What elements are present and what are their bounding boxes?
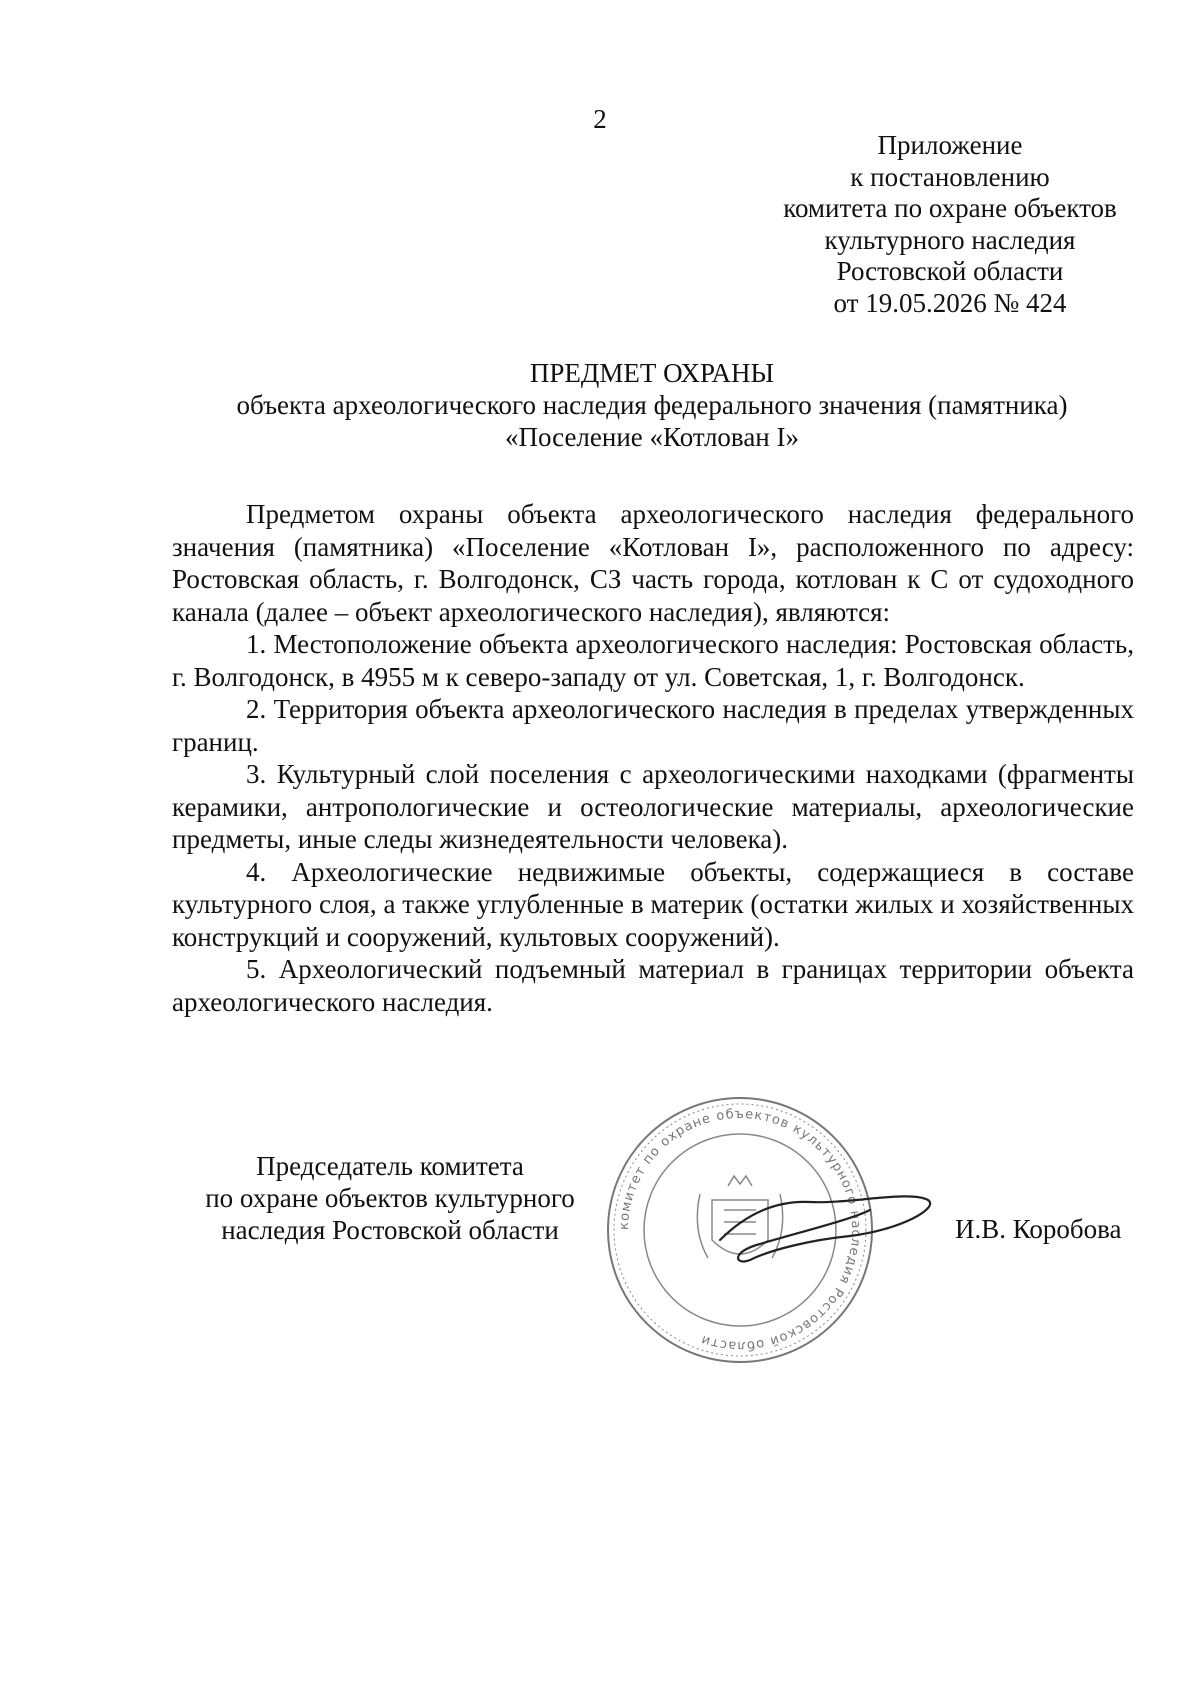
handwritten-signature: [700, 1160, 940, 1280]
position-line: по охране объектов культурного: [205, 1183, 575, 1213]
signatory-position: [180, 1150, 600, 1246]
list-item: 2. Территория объекта археологического наследия в пределах утвержденных границ.: [172, 694, 1134, 757]
document-body: [172, 498, 1134, 1018]
list-item: 5. Археологический подъемный материал в границах территории объекта археологического наследия.: [172, 954, 1134, 1017]
position-line: Председатель комитета: [256, 1151, 524, 1181]
appendix-line: культурного наследия: [824, 224, 1076, 255]
list-item: 3. Культурный слой поселения с археологическими находками (фрагменты керамики, антропологические и остеологические материалы, археологические предметы, иные следы жизнедеятельности человека).: [172, 759, 1134, 854]
appendix-block: [760, 130, 1140, 319]
seal-text: комитет по охране объектов культурного наследия Ростовской области: [616, 1106, 864, 1354]
list-item: 4. Археологические недвижимые объекты, содержащиеся в составе культурного слоя, а также углубленные в материк (остатки жилых и хозяйственных конструкций и сооружений, культовых сооружений).: [172, 856, 1134, 952]
document-subtitle: объекта археологического наследия федерального значения (памятника): [236, 390, 1068, 420]
intro-paragraph: Предметом охраны объекта археологического наследия федерального значения (памятника) «Поселение «Котлован I», расположенного по адресу: Ростовская область, г. Волгодонск, СЗ часть города, котлован к С от судоходного канала (далее – объект археологического наследия), являются:: [172, 499, 1134, 627]
appendix-line: Ростовской области: [836, 256, 1064, 286]
document-heading: [170, 357, 1134, 453]
object-name: «Поселение «Котлован I»: [504, 422, 800, 452]
appendix-line: к постановлению: [850, 161, 1050, 192]
appendix-line: Приложение: [877, 130, 1023, 160]
list-item: 1. Местоположение объекта археологического наследия: Ростовская область, г. Волгодонск, в 4955 м к северо-западу от ул. Советская, 1, г. Волгодонск.: [172, 629, 1134, 692]
document-title: ПРЕДМЕТ ОХРАНЫ: [529, 358, 775, 388]
signatory-name: И.В. Коробова: [955, 1214, 1122, 1244]
page-number: 2: [593, 104, 607, 134]
appendix-line: комитета по охране объектов: [783, 193, 1117, 223]
appendix-date-line: от 19.05.2026 № 424: [833, 287, 1067, 318]
position-line: наследия Ростовской области: [221, 1215, 559, 1245]
